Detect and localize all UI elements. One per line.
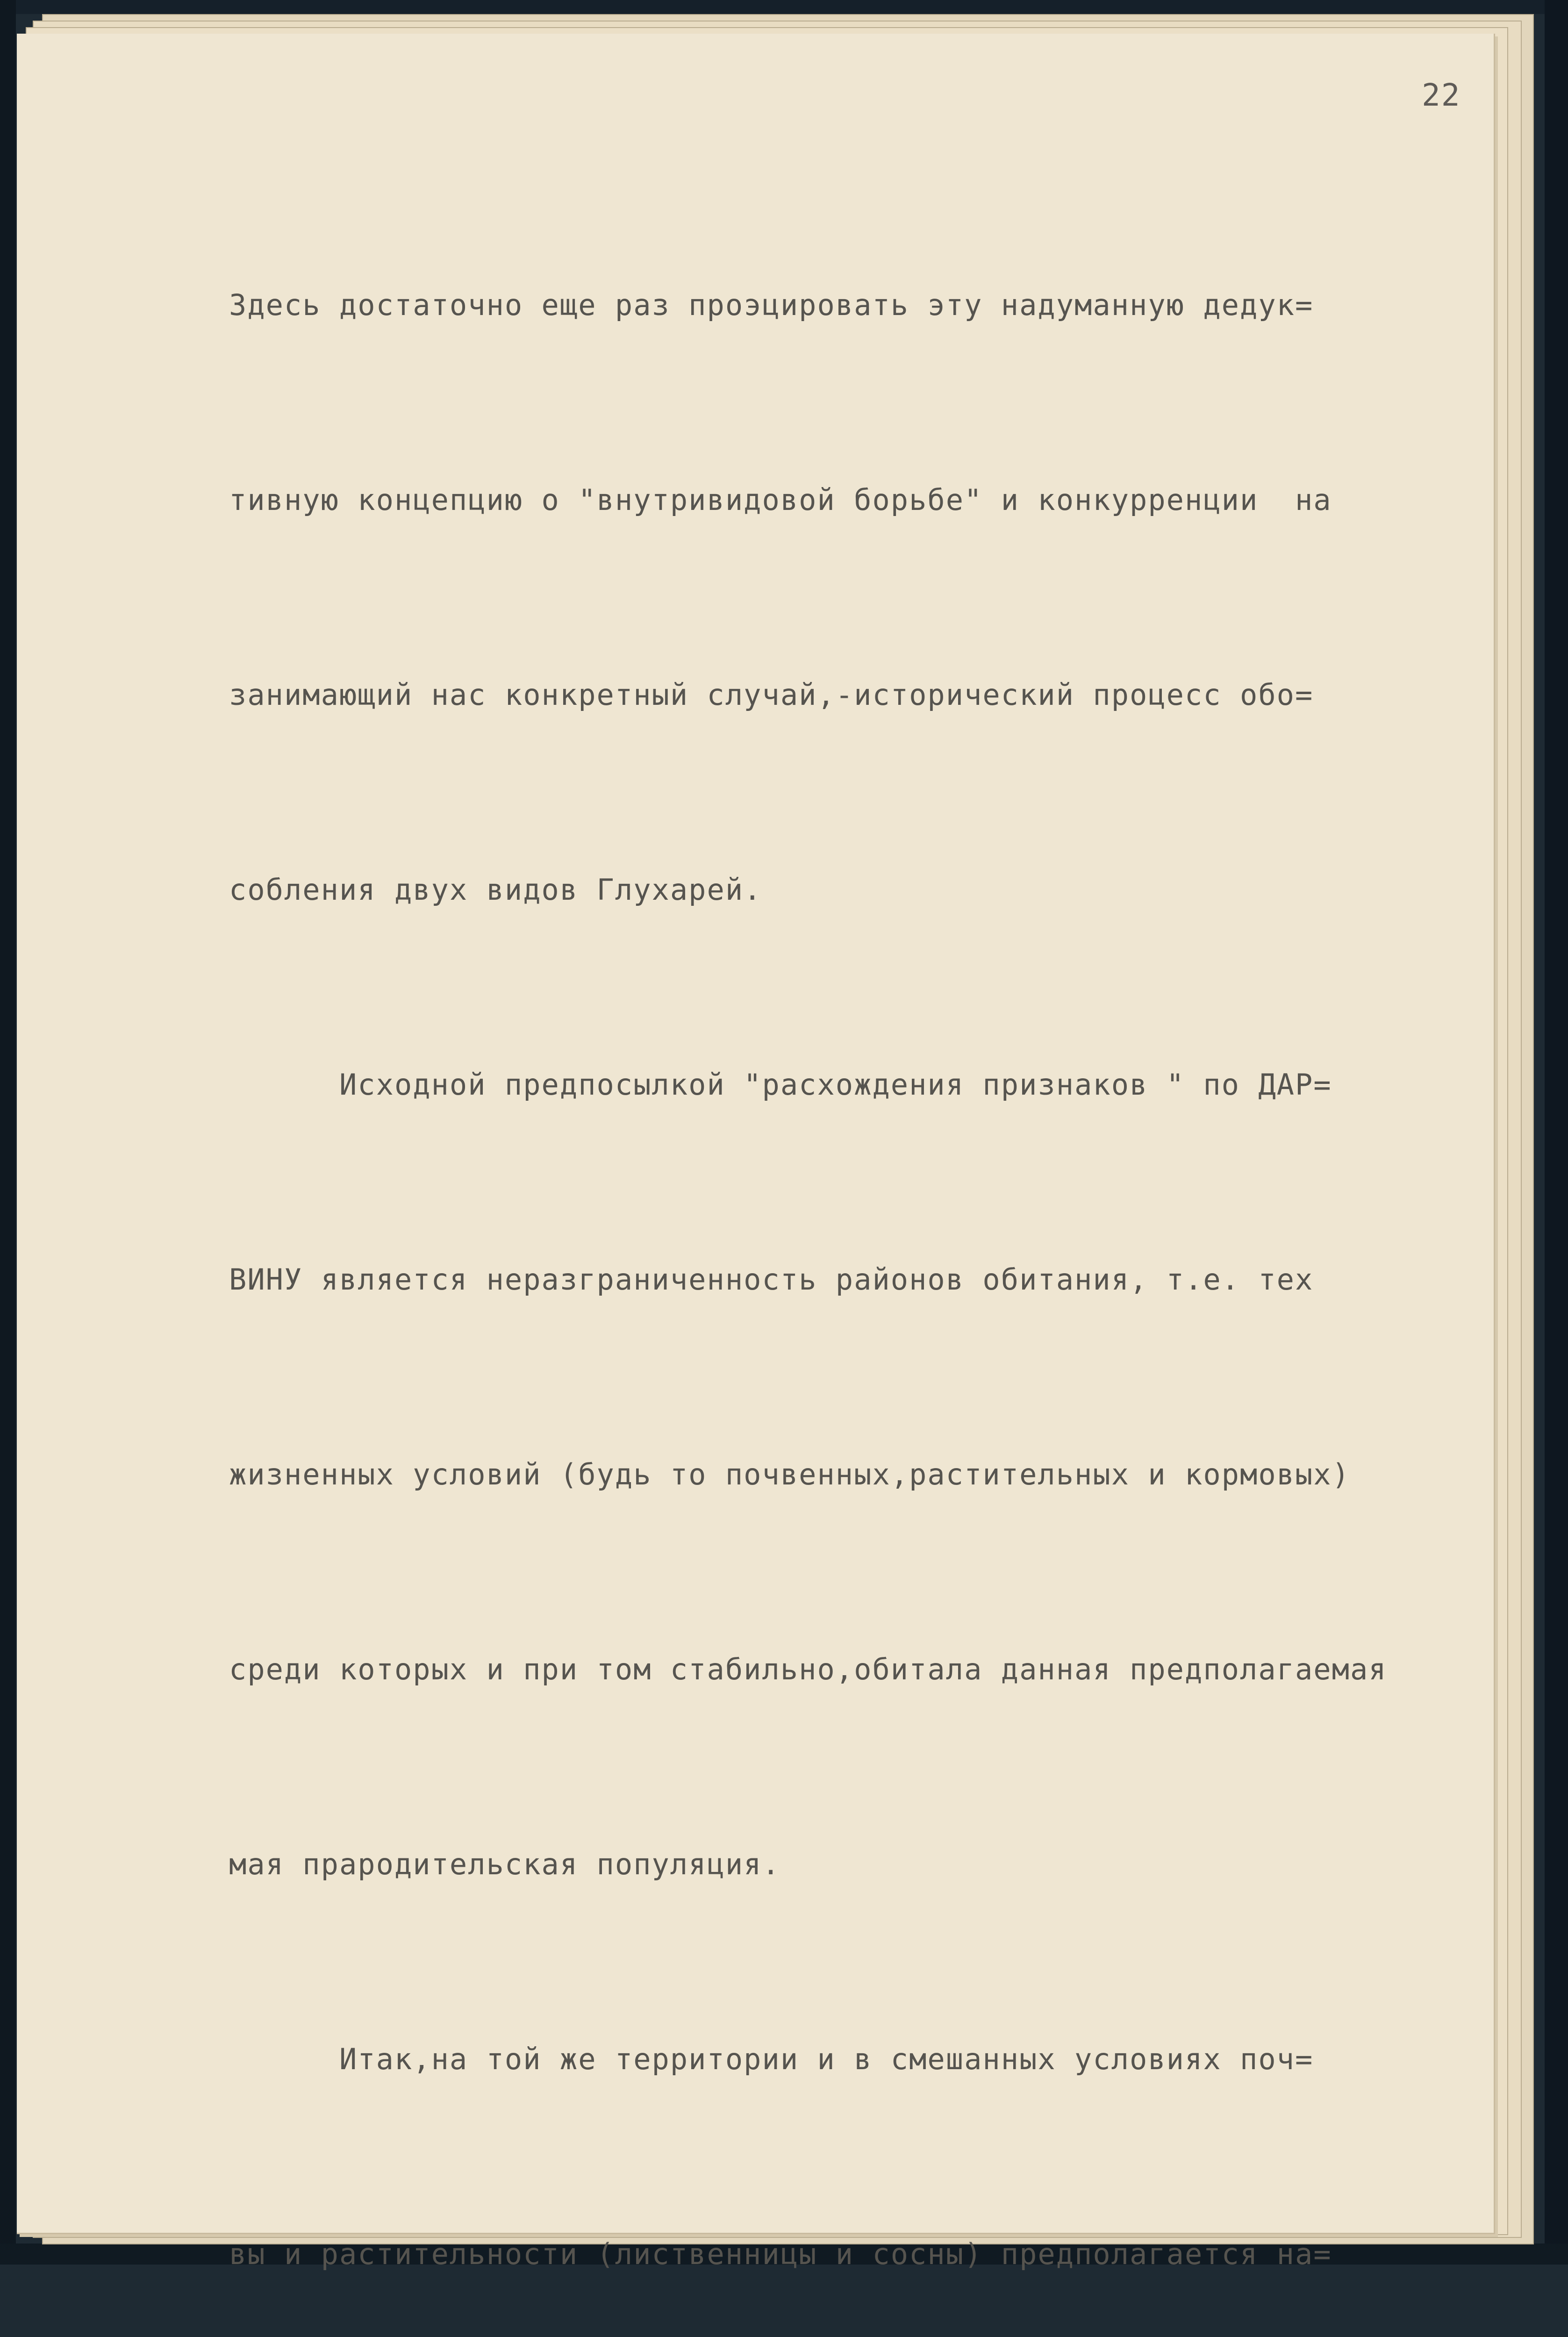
page-body bbox=[229, 143, 1491, 2337]
scan-frame-right bbox=[1545, 0, 1568, 2265]
text-line: жизненных условий (будь то почвенных,растительных и кормовых) bbox=[229, 1457, 1350, 1491]
text-line: Здесь достаточно еще раз проэцировать эту надуманную дедук= bbox=[229, 288, 1314, 322]
text-line: вы и растительности (лиственницы и сосны) предполагается на= bbox=[229, 2237, 1332, 2271]
text-line: Итак,на той же территории и в смешанных условиях поч= bbox=[229, 2042, 1314, 2076]
text-line: тивную концепцию о "внутривидовой борьбе" и конкурренции на bbox=[229, 483, 1332, 517]
text-line: мая прародительская популяция. bbox=[229, 1847, 780, 1881]
text-line: ВИНУ является неразграниченность районов обитания, т.е. тех bbox=[229, 1262, 1314, 1297]
text-line: среди которых и при том стабильно,обитала данная предполагаемая bbox=[229, 1652, 1387, 1686]
text-line: Исходной предпосылкой "расхождения признаков " по ДАР= bbox=[229, 1068, 1332, 1102]
scan-frame-top bbox=[0, 0, 1568, 14]
page-number: 22 bbox=[1422, 77, 1461, 113]
text-line: занимающий нас конкретный случай,-исторический процесс обо= bbox=[229, 678, 1314, 712]
scan-frame-left bbox=[0, 0, 16, 2265]
text-line: собления двух видов Глухарей. bbox=[229, 873, 762, 907]
